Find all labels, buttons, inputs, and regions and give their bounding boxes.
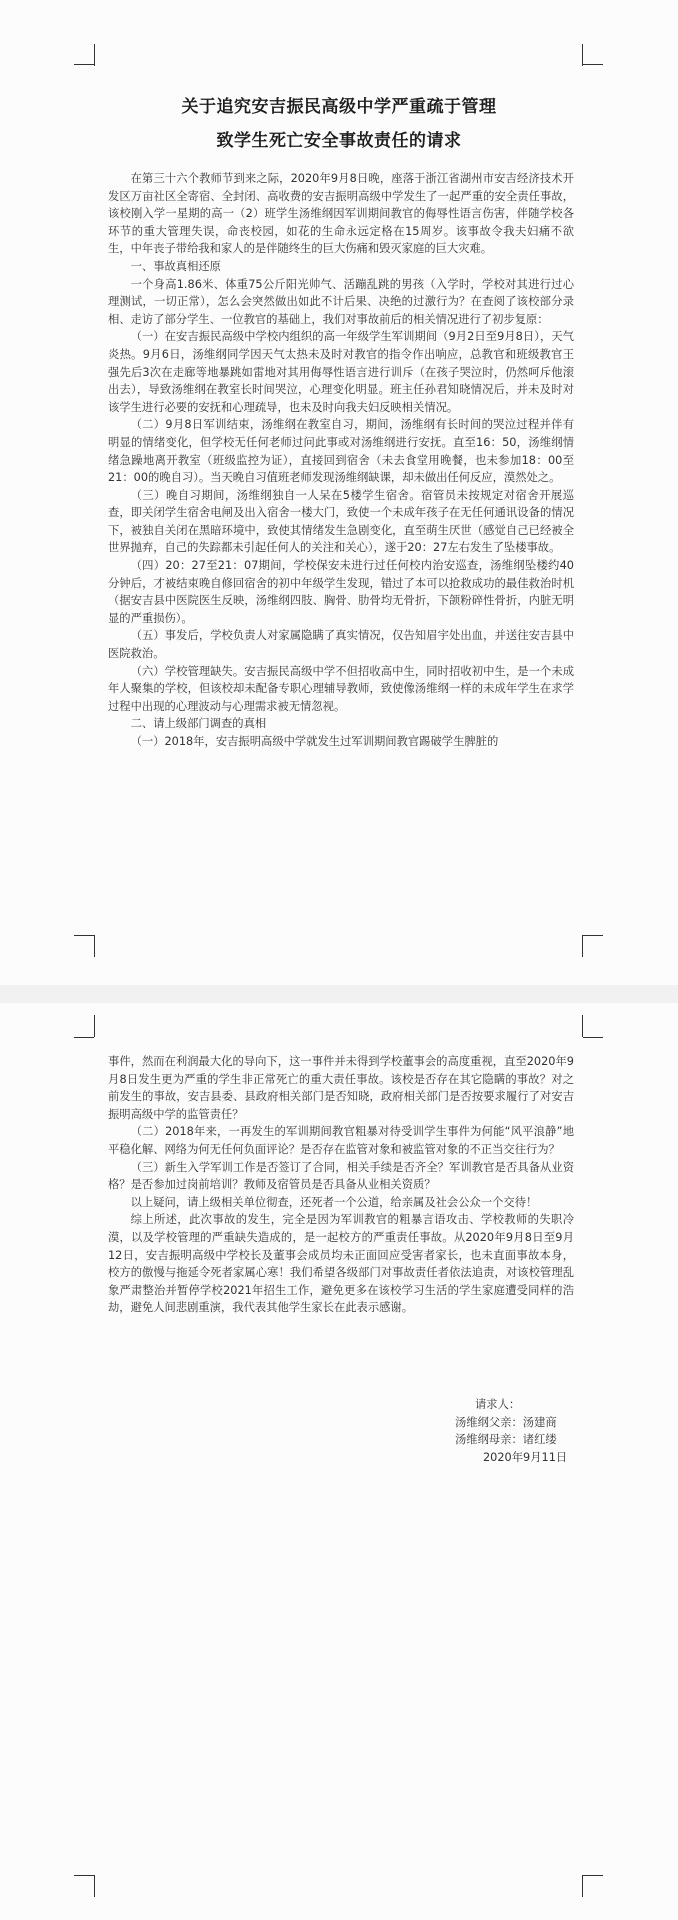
signature-father: 汤维纲父亲：汤建商: [455, 1415, 557, 1429]
page-separator: [0, 985, 678, 1003]
document-title-line-2: 致学生死亡安全事故责任的请求: [216, 131, 462, 151]
crop-mark: [583, 64, 603, 65]
paragraph: （一）在安吉振民高级中学校内组织的高一年级学生军训期间（9月2日至9月8日），天气炎热。9月6日，汤维纲同学因天气太热未及时对教官的指令作出响应，总教官和班级教官王强先后3次在走廊等地暴跳如雷地对其用侮辱性语言进行训斥（在孩子哭泣时，仍然呵斥他滚出去），导致汤维纲在教室长时间哭泣，心理变化明显。班主任孙君知晓情况后，并未及时对该学生进行必要的安抚和心理疏导，也未及时向我夫妇反映相关情况。: [108, 330, 574, 414]
section-heading: 一、事故真相还原: [130, 259, 221, 273]
paragraph: 以上疑问，请上级相关单位彻查，还死者一个公道，给亲属及社会公众一个交待！: [130, 1195, 538, 1209]
paragraph: （一）2018年，安吉振明高级中学就发生过军训期间教官踢破学生脾脏的: [130, 735, 499, 748]
crop-mark: [94, 1875, 95, 1897]
page-2-body: [108, 1053, 574, 1317]
paragraph: 事件，然而在利润最大化的导向下，这一事件并未得到学校董事会的高度重视，直至2020年9月8日发生更为严重的学生非正常死亡的重大责任事故。该校是否存在其它隐瞒的事故？对之前发生的事故，安吉县委、县政府相关部门是否知晓，政府相关部门是否按要求履行了对安吉振明高级中学的监管责任？: [108, 1055, 574, 1121]
signature-label: 请求人：: [475, 1398, 521, 1411]
paragraph: （二）2018年来，一再发生的军训期间教官粗暴对待受训学生事件为何能“风平浪静”地平稳化解、网络为何无任何负面评论？是否存在监管对象和被监管对象的不正当交往行为？: [108, 1125, 574, 1156]
signature-date: 2020年9月11日: [483, 1450, 568, 1464]
crop-mark: [94, 935, 95, 957]
paragraph: （五）事发后，学校负责人对家属隐瞒了真实情况，仅告知眉宇处出血，并送往安吉县中医院救治。: [108, 629, 574, 661]
crop-mark: [74, 935, 94, 936]
paragraph: （三）新生入学军训工作是否签订了合同，相关手续是否齐全？军训教官是否具备从业资格？是否参加过岗前培训？教师及宿管员是否具备从业相关资质？: [108, 1160, 574, 1192]
crop-mark: [582, 1875, 583, 1897]
signature-mother: 汤维纲母亲：诸红缕: [455, 1433, 557, 1447]
paragraph: （三）晚自习期间，汤维纲独自一人呆在5楼学生宿舍。宿管员未按规定对宿舍开展巡查，即关闭学生宿舍电闸及出入宿舍一楼大门，致使一个未成年孩子在无任何通讯设备的情况下，被独自关闭在黑暗环境中，致使其情绪发生急剧变化，直至萌生厌世（感觉自己已经被全世界抛弃，自己的失踪都未引起任何人的关注和关心），遂于20：27左右发生了坠楼事故。: [108, 488, 574, 555]
crop-mark: [74, 64, 94, 65]
paragraph: （二）9月8日军训结束，汤维纲在教室自习，期间，汤维纲有长时间的哭泣过程并伴有明显的情绪变化，但学校无任何老师过问此事或对汤维纲进行安抚。直至16：50，汤维纲情绪急躁地离开教室（班级监控为证），直接回到宿舍（未去食堂用晚餐，也未参加18：00至21：00的晚自习）。当天晚自习值班老师发现汤维纲缺课，却未做出任何反应，漠然处之。: [108, 418, 574, 485]
page-1-body: [108, 170, 574, 751]
crop-mark: [583, 1037, 603, 1038]
crop-mark: [583, 1875, 603, 1876]
paragraph: （六）学校管理缺失。安吉振民高级中学不但招收高中生，同时招收初中生，是一个未成年人聚集的学校，但该校却未配备专职心理辅导教师，致使像汤维纲一样的未成年学生在求学过程中出现的心理波动与心理需求被无情忽视。: [108, 664, 574, 713]
crop-mark: [74, 1037, 94, 1038]
document-title-line-1: 关于追究安吉振民高级中学严重疏于管理: [181, 97, 497, 117]
crop-mark: [582, 935, 583, 957]
crop-mark: [583, 935, 603, 936]
paragraph: 一个身高1.86米、体重75公斤阳光帅气、活蹦乱跳的男孩（入学时，学校对其进行过心理测试，一切正常），怎么会突然做出如此不计后果、决绝的过激行为？在查阅了该校部分录相、走访了部分学生、一位教官的基础上，我们对事故前后的相关情况进行了初步复原：: [108, 277, 574, 326]
section-heading: 二、请上级部门调查的真相: [130, 717, 267, 731]
paragraph: 在第三十六个教师节到来之际，2020年9月8日晚，座落于浙江省湖州市安吉经济技术开发区万亩社区全寄宿、全封闭、高收费的安吉振明高级中学发生了一起严重的安全责任事故，该校刚入学一星期的高一（2）班学生汤维纲因军训期间教官的侮辱性语言伤害，伴随学校各环节的重大管理失误，命丧校园，如花的生命永远定格在15周岁。该事故令我夫妇痛不欲生，中年丧子带给我和家人的是伴随终生的巨大伤痛和毁灭家庭的巨大灾难。: [108, 172, 574, 256]
paragraph: （四）20：27至21：07期间，学校保安未进行过任何校内治安巡查，汤维纲坠楼约40分钟后，才被结束晚自修回宿舍的初中年级学生发现，错过了本可以抢救成功的最佳救治时机（据安吉县中医院医生反映，汤维纲四肢、胸骨、肋骨均无骨折，下颌粉碎性骨折，内脏无明显的严重损伤）。: [108, 559, 574, 625]
paragraph: 综上所述，此次事故的发生，完全是因为军训教官的粗暴言语攻击、学校教师的失职冷漠，以及学校管理的严重缺失造成的，是一起校方的严重责任事故。从2020年9月8日至9月12日，安吉振明高级中学校长及董事会成员均未正面回应受害者家长，也未直面事故本身，校方的傲慢与拖延令死者家属心寒！我们希望各级部门对事故责任者依法追责，对该校管理乱象严肃整治并暂停学校2021年招生工作，避免更多在该校学习生活的学生家庭遭受同样的浩劫，避免人间悲剧重演，我代表其他学生家长在此表示感谢。: [108, 1213, 574, 1315]
crop-mark: [94, 44, 95, 66]
crop-mark: [74, 1875, 94, 1876]
signature-block: [455, 1396, 585, 1466]
crop-mark: [582, 1015, 583, 1037]
document-page-2: [0, 1003, 678, 1920]
crop-mark: [582, 44, 583, 66]
crop-mark: [94, 1015, 95, 1037]
